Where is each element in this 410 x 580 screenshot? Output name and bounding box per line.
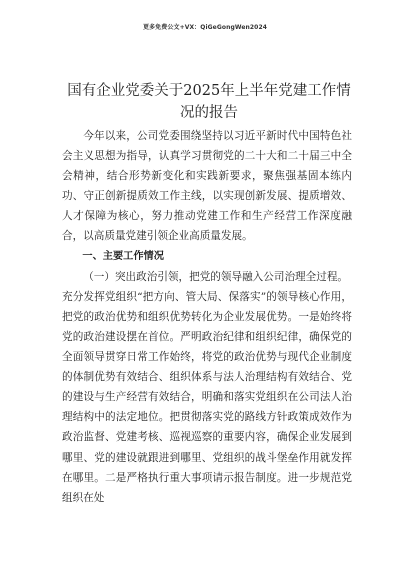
body-paragraph: 充分发挥党组织“把方向、管大局、保落实”的领导核心作用，把党的政治优势和组织优势转化为企业发展优势。一是始终将党的政治建设摆在首位。严明政治纪律和组织纪律，确保党的全面领导贯穿日常工作始终，将党的政治优势与现代企业制度的体制优势有效结合、组织体系与法人治理结构有效结合、党的建设与生产经营有效结合，明确和落实党组织在公司法人治理结构中的法定地位。把贯彻落实党的路线方针政策成效作为政治监督、党建考核、巡视巡察的重要内容，确保企业发展到哪里、党的建设就跟进到哪里、党组织的战斗堡垒作用就发挥在哪里。二是严格执行重大事项请示报告制度。进一步规范党组织在处 (62, 290, 352, 504)
section-heading: 一、主要工作情况 (82, 250, 164, 262)
subsection-heading: （一）突出政治引领，把党的领导融入公司治理全过程。 (83, 270, 349, 283)
document-body (62, 126, 352, 508)
document-title: 国有企业党委关于2025年上半年党建工作情况的报告 (67, 83, 351, 121)
intro-paragraph: 今年以来，公司党委围绕坚持以习近平新时代中国特色社会主义思想为指导，认真学习贯彻党的二十大和二十届三中全会精神，结合形势新变化和实践新要求，聚焦强基固本练内功、守正创新提质效工作主线，以实现创新发展、提质增效、人才保障为核心，努力推动党建工作和生产经营工作深度融合，以高质量党建引领企业高质量发展。 (62, 130, 352, 243)
header-note: 更多免费公文+VX：QiGeGongWen2024 (142, 24, 267, 31)
